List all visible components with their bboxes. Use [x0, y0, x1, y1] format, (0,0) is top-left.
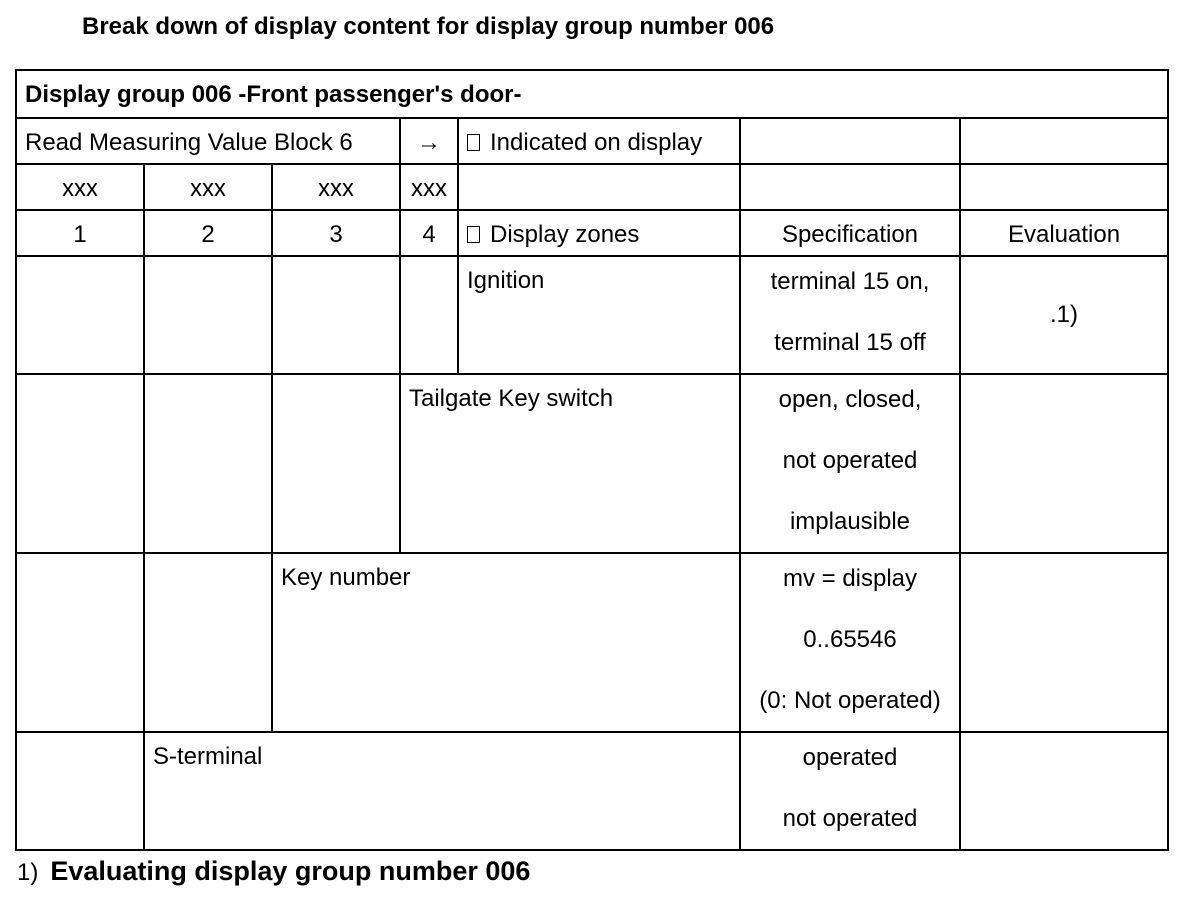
- table-row: [16, 374, 1168, 553]
- indicated-label: Indicated on display: [490, 129, 703, 156]
- empty-cell: [144, 256, 272, 374]
- footnote-text: Evaluating display group number 006: [50, 856, 531, 886]
- column-index: 3: [272, 210, 400, 256]
- read-measuring-label: Read Measuring Value Block 6: [16, 118, 400, 164]
- evaluation-cell: .1): [960, 256, 1168, 374]
- spec-line: operated: [802, 744, 898, 771]
- table-row: [16, 553, 1168, 732]
- evaluation-cell: [960, 732, 1168, 850]
- zone-ignition: Ignition: [458, 256, 740, 374]
- empty-cell: [16, 374, 144, 553]
- empty-cell: [740, 164, 960, 210]
- empty-cell: [16, 553, 144, 732]
- table-row: [16, 732, 1168, 850]
- footnote: [17, 856, 530, 887]
- display-zones-header: [458, 210, 740, 256]
- placeholder-box-icon: [467, 226, 480, 243]
- spec-line: not operated: [782, 447, 918, 474]
- evaluation-header: Evaluation: [960, 210, 1168, 256]
- page-heading: Break down of display content for display group number 006: [82, 13, 775, 40]
- placeholder-cell: xxx: [400, 164, 458, 210]
- zone-key-number: Key number: [272, 553, 740, 732]
- placeholder-box-icon: [467, 134, 480, 151]
- spec-line: mv = display: [782, 565, 918, 592]
- empty-cell: [144, 374, 272, 553]
- evaluation-cell: [960, 374, 1168, 553]
- evaluation-cell: [960, 553, 1168, 732]
- read-row: [16, 118, 1168, 164]
- display-zones-label: Display zones: [490, 221, 640, 248]
- placeholder-cell: xxx: [16, 164, 144, 210]
- spec-line: terminal 15 on,: [770, 268, 930, 295]
- empty-cell: [740, 118, 960, 164]
- zone-tailgate-key-switch: Tailgate Key switch: [400, 374, 740, 553]
- indicated-cell: [458, 118, 740, 164]
- empty-cell: [16, 256, 144, 374]
- empty-cell: [960, 118, 1168, 164]
- spec-cell: [740, 732, 960, 850]
- empty-cell: [16, 732, 144, 850]
- index-row: [16, 210, 1168, 256]
- spec-line: open, closed,: [778, 386, 922, 413]
- specification-header: Specification: [740, 210, 960, 256]
- footnote-marker: 1): [17, 859, 39, 886]
- arrow-cell: →: [400, 118, 458, 164]
- spec-line: (0: Not operated): [759, 687, 941, 714]
- column-index: 1: [16, 210, 144, 256]
- spec-cell: [740, 553, 960, 732]
- empty-cell: [960, 164, 1168, 210]
- spec-line: terminal 15 off: [774, 329, 926, 356]
- placeholder-cell: xxx: [144, 164, 272, 210]
- display-group-table: [15, 69, 1169, 851]
- empty-cell: [272, 374, 400, 553]
- empty-cell: [144, 553, 272, 732]
- placeholder-cell: xxx: [272, 164, 400, 210]
- empty-cell: [272, 256, 400, 374]
- table-title: Display group 006 -Front passenger's door-: [16, 70, 1168, 118]
- column-index: 2: [144, 210, 272, 256]
- title-row: [16, 70, 1168, 118]
- spec-line: not operated: [782, 805, 918, 832]
- empty-cell: [458, 164, 740, 210]
- spec-line: 0..65546: [803, 626, 897, 653]
- empty-cell: [400, 256, 458, 374]
- column-index: 4: [400, 210, 458, 256]
- table-row: [16, 256, 1168, 374]
- spec-line: implausible: [789, 508, 911, 535]
- spec-cell: [740, 374, 960, 553]
- zone-s-terminal: S-terminal: [144, 732, 740, 850]
- spec-cell: [740, 256, 960, 374]
- placeholder-row: [16, 164, 1168, 210]
